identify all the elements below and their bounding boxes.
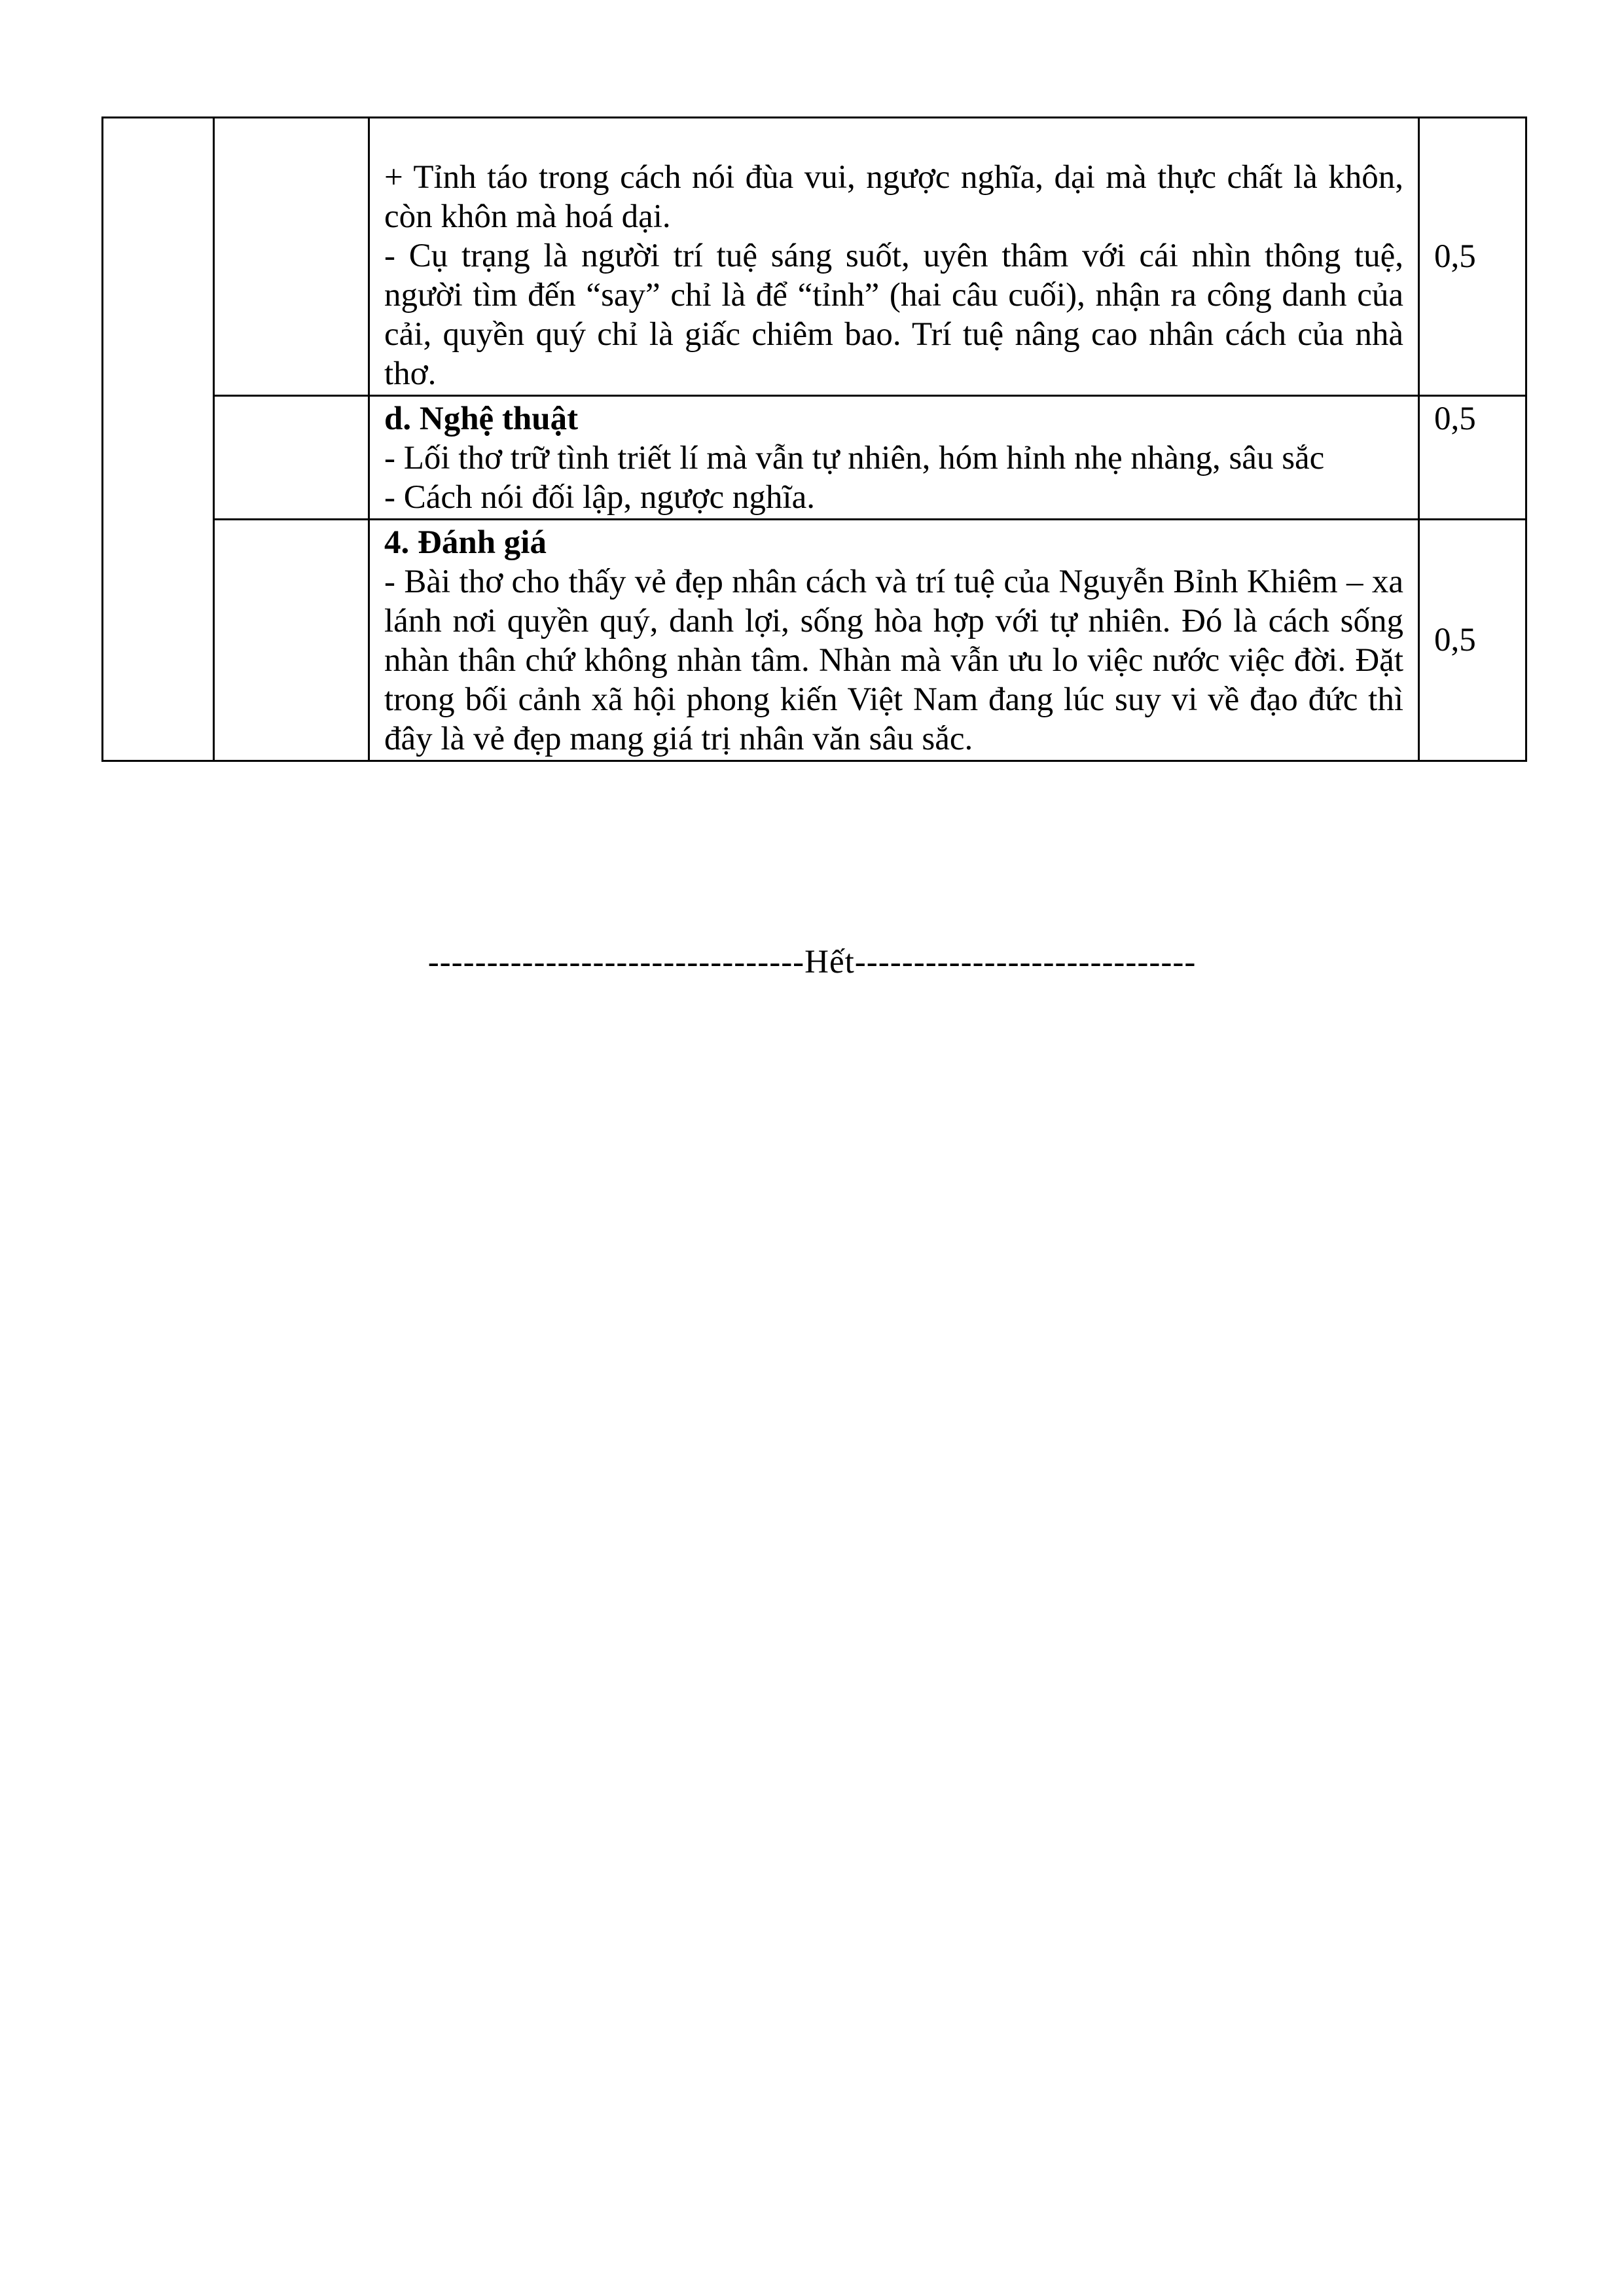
content-line: - Cụ trạng là người trí tuệ sáng suốt, uyên thâm với cái nhìn thông tuệ, người tìm đến “say” chỉ là để “tỉnh” (hai câu cuối), nhận ra công danh của cải, quyền quý chỉ là giấc chiêm bao. Trí tuệ nâng cao nhân cách của nhà thơ.	[384, 238, 1403, 392]
end-marker: --------------------------------Hết-----------------------------	[427, 944, 1197, 980]
section-cell	[214, 118, 369, 396]
content-line: + Tỉnh táo trong cách nói đùa vui, ngược nghĩa, dại mà thực chất là khôn, còn khôn mà hoá dại.	[384, 159, 1403, 235]
question-cell	[103, 118, 214, 761]
section-heading: d. Nghệ thuật	[384, 401, 579, 437]
section-cell	[214, 520, 369, 761]
content-cell	[369, 396, 1419, 520]
content-line: - Bài thơ cho thấy vẻ đẹp nhân cách và trí tuệ của Nguyễn Bỉnh Khiêm – xa lánh nơi quyền quý, danh lợi, sống hòa hợp với tự nhiên. Đó là cách sống nhàn thân chứ không nhàn tâm. Nhàn mà vẫn ưu lo việc nước việc đời. Đặt trong bối cảnh xã hội phong kiến Việt Nam đang lúc suy vi về đạo đức thì đây là vẻ đẹp mang giá trị nhân văn sâu sắc.	[384, 564, 1403, 757]
grading-table	[101, 117, 1527, 762]
table-row	[103, 396, 1526, 520]
table-row	[103, 520, 1526, 761]
section-cell	[214, 396, 369, 520]
content-cell	[369, 520, 1419, 761]
table-row	[103, 118, 1526, 396]
score-cell: 0,5	[1419, 396, 1526, 520]
section-heading: 4. Đánh giá	[384, 524, 547, 561]
score-cell: 0,5	[1419, 118, 1526, 396]
score-cell: 0,5	[1419, 520, 1526, 761]
content-line: - Lối thơ trữ tình triết lí mà vẫn tự nhiên, hóm hỉnh nhẹ nhàng, sâu sắc	[384, 440, 1325, 476]
content-cell	[369, 118, 1419, 396]
content-line: - Cách nói đối lập, ngược nghĩa.	[384, 479, 815, 516]
